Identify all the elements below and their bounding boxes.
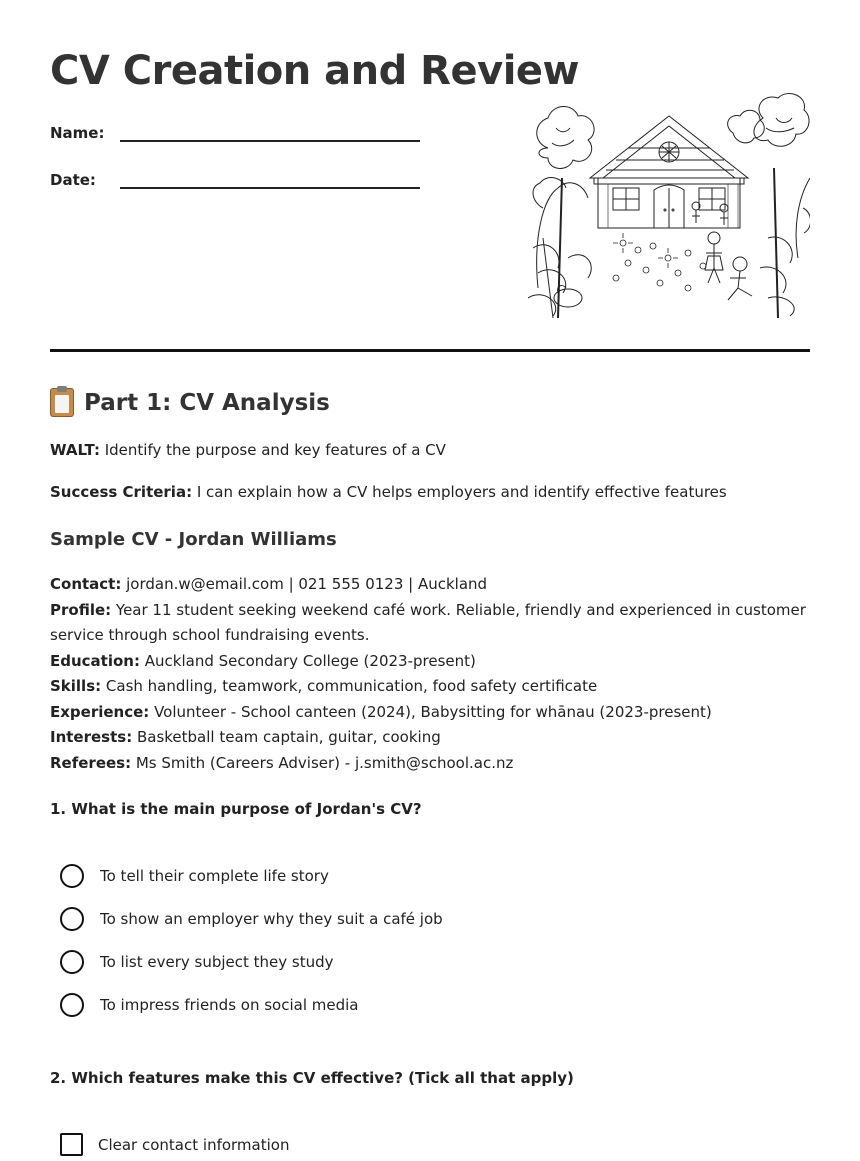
radio-button[interactable] <box>60 950 84 974</box>
cv-field-label: Interests: <box>50 728 133 746</box>
garden-plants-icon <box>528 233 794 318</box>
cv-field-value: Ms Smith (Careers Adviser) - j.smith@school.ac.nz <box>131 753 514 772</box>
cv-field-label: Skills: <box>50 677 102 695</box>
cv-field-label: Contact: <box>50 575 122 593</box>
q2-option-1[interactable] <box>60 1133 289 1156</box>
cv-field-value: jordan.w@email.com | 021 555 0123 | Auckland <box>121 575 488 593</box>
radio-button[interactable] <box>60 993 84 1017</box>
cv-field-profile <box>50 598 820 649</box>
part1-heading <box>50 388 330 417</box>
cv-field-skills <box>50 674 820 700</box>
page-title: CV Creation and Review <box>50 48 579 94</box>
cv-field-value: Year 11 student seeking weekend café work. Reliable, friendly and experienced in customer service through school fundraising events. <box>50 600 806 644</box>
walt-label: WALT: <box>50 441 100 459</box>
date-field[interactable] <box>50 169 420 189</box>
cv-field-label: Education: <box>50 651 140 670</box>
walt-statement <box>50 441 446 459</box>
cottage-garden-illustration <box>528 88 810 318</box>
checkbox[interactable] <box>60 1133 83 1156</box>
cv-field-education <box>50 649 820 675</box>
option-label: To list every subject they study <box>100 953 334 971</box>
cv-field-value: Cash handling, teamwork, communication, food safety certificate <box>101 677 598 695</box>
cv-field-label: Experience: <box>50 702 150 721</box>
date-input-line[interactable] <box>120 169 420 189</box>
cv-field-value: Volunteer - School canteen (2024), Babysitting for whānau (2023-present) <box>149 702 712 721</box>
q1-option-1[interactable] <box>60 864 329 888</box>
cv-field-value: Basketball team captain, guitar, cooking <box>132 728 441 746</box>
walt-text: Identify the purpose and key features of a CV <box>99 441 446 459</box>
success-criteria <box>50 483 727 501</box>
cv-field-interests <box>50 725 820 751</box>
option-label: To tell their complete life story <box>100 867 329 885</box>
cv-field-label: Profile: <box>50 600 112 619</box>
question-2: 2. Which features make this CV effective? (Tick all that apply) <box>50 1069 574 1087</box>
name-label: Name: <box>50 124 105 142</box>
radio-button[interactable] <box>60 864 84 888</box>
cv-field-contact <box>50 572 820 598</box>
house-icon <box>590 116 748 228</box>
name-input-line[interactable] <box>120 122 420 142</box>
sample-cv-details <box>50 572 820 776</box>
cv-field-label: Referees: <box>50 753 132 772</box>
q1-option-2[interactable] <box>60 907 443 931</box>
date-label: Date: <box>50 171 96 189</box>
clipboard-icon <box>50 388 74 417</box>
success-criteria-label: Success Criteria: <box>50 483 193 501</box>
children-figures-icon <box>692 202 752 300</box>
radio-button[interactable] <box>60 907 84 931</box>
name-field[interactable] <box>50 122 420 142</box>
cv-field-experience <box>50 700 820 726</box>
option-label: Clear contact information <box>98 1135 290 1154</box>
question-1: 1. What is the main purpose of Jordan's CV? <box>50 800 422 818</box>
sample-cv-heading: Sample CV - Jordan Williams <box>50 529 337 550</box>
option-label: To show an employer why they suit a café job <box>100 910 443 928</box>
success-criteria-text: I can explain how a CV helps employers and identify effective features <box>192 483 727 501</box>
part1-heading-text: Part 1: CV Analysis <box>84 389 330 416</box>
cv-field-value: Auckland Secondary College (2023-present) <box>139 651 476 670</box>
q1-option-3[interactable] <box>60 950 334 974</box>
q1-option-4[interactable] <box>60 993 359 1017</box>
cv-field-referees <box>50 751 820 777</box>
header-divider <box>50 349 810 352</box>
option-label: To impress friends on social media <box>100 996 359 1014</box>
